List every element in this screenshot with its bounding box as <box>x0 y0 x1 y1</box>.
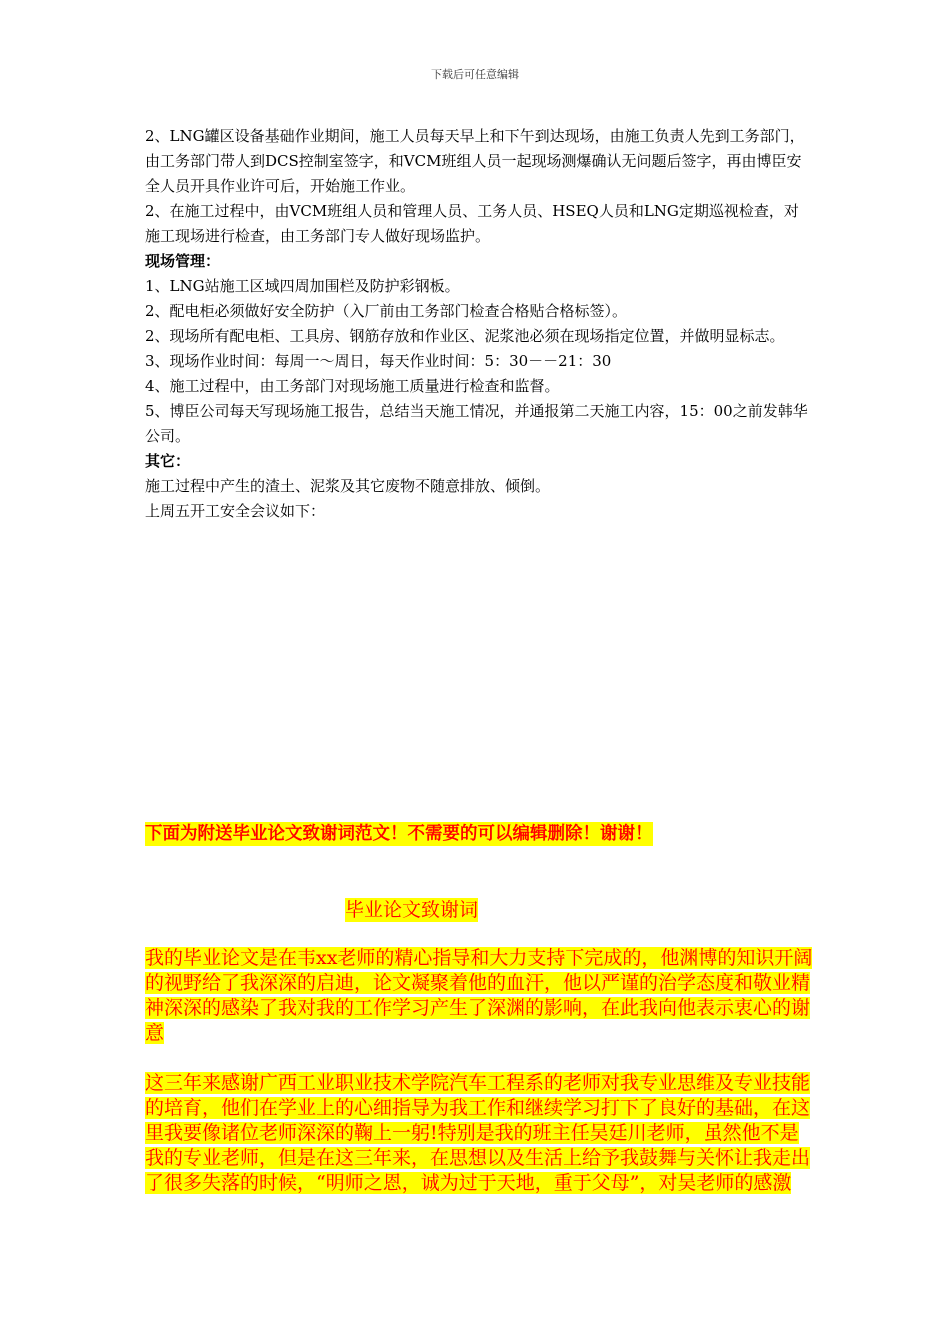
body-paragraph: 3、现场作业时间：每周一～周日，每天作业时间：5：30－－21：30 <box>145 352 612 370</box>
highlighted-text: 我的毕业论文是在韦xx老师的精心指导和大力支持下完成的，他渊博的知识开阔的视野给了我深深的启迪，论文凝聚着他的血汗，他以严谨的治学态度和敬业精神深深的感染了我对我的工作学习产生了深渊的影响，在此我向他表示衷心的谢意 <box>145 947 813 1044</box>
body-paragraph: 施工过程中产生的渣土、泥浆及其它废物不随意排放、倾倒。 <box>145 477 551 495</box>
body-paragraph: 5、博臣公司每天写现场施工报告，总结当天施工情况，并通报第二天施工内容，15：00之前发韩华公司。 <box>145 402 808 445</box>
acknowledgement-paragraph <box>145 946 813 1046</box>
section-heading-other: 其它： <box>145 452 191 470</box>
body-paragraph: 4、施工过程中，由工务部门对现场施工质量进行检查和监督。 <box>145 377 560 395</box>
body-paragraph: 2、在施工过程中，由VCM班组人员和管理人员、工务人员、HSEQ人员和LNG定期巡视检查，对施工现场进行检查，由工务部门专人做好现场监护。 <box>145 202 799 245</box>
body-paragraph: 2、配电柜必须做好安全防护（入厂前由工务部门检查合格贴合格标签）。 <box>145 302 628 320</box>
promo-banner: 下面为附送毕业论文致谢词范文！不需要的可以编辑删除！谢谢！ <box>145 824 653 844</box>
body-paragraph: 2、LNG罐区设备基础作业期间，施工人员每天早上和下午到达现场，由施工负责人先到工务部门，由工务部门带人到DCS控制室签字，和VCM班组人员一起现场测爆确认无问题后签字，再由博臣安全人员开具作业许可后，开始施工作业。 <box>145 127 805 195</box>
body-paragraph: 1、LNG站施工区域四周加围栏及防护彩钢板。 <box>145 277 460 295</box>
highlighted-text: 这三年来感谢广西工业职业技术学院汽车工程系的老师对我专业思维及专业技能的培育，他们在学业上的心细指导为我工作和继续学习打下了良好的基础，在这里我要像诸位老师深深的鞠上一躬!特别是我的班主任吴廷川老师，虽然他不是我的专业老师，但是在这三年来，在思想以及生活上给予我鼓舞与关怀让我走出了很多失落的时候，“明师之恩，诚为过于天地，重于父母”，对吴老师的感激 <box>145 1072 811 1194</box>
acknowledgement-paragraph <box>145 1071 813 1196</box>
acknowledgement-title: 毕业论文致谢词 <box>345 899 479 921</box>
body-paragraph: 上周五开工安全会议如下： <box>145 502 326 520</box>
body-paragraph: 2、现场所有配电柜、工具房、钢筋存放和作业区、泥浆池必须在现场指定位置，并做明显标志。 <box>145 327 785 345</box>
section-heading-site-management: 现场管理： <box>145 252 221 270</box>
page-header: 下载后可任意编辑 <box>431 68 519 81</box>
construction-notes <box>145 124 813 524</box>
